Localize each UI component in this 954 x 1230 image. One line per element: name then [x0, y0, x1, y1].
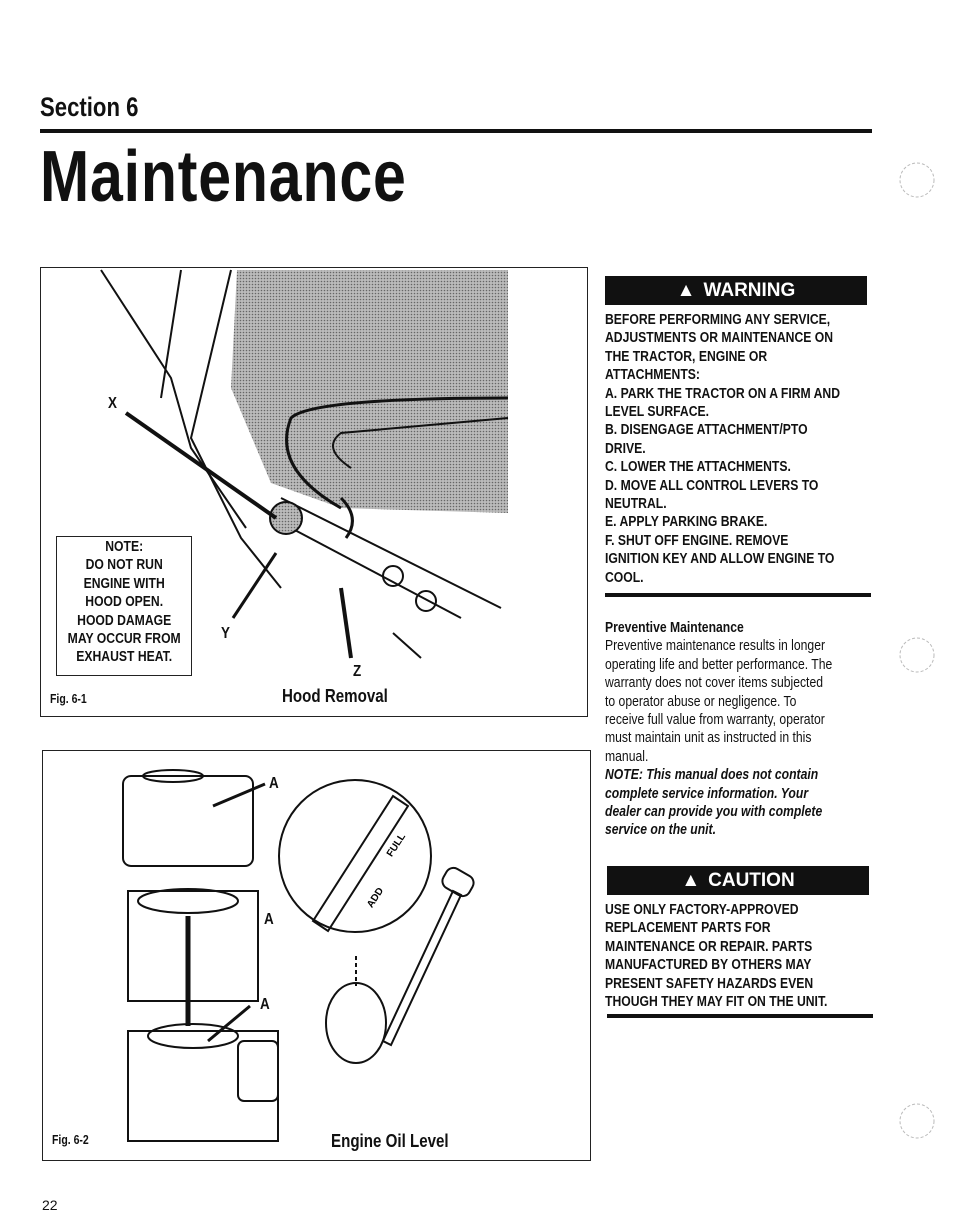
warning-line: ADJUSTMENTS OR MAINTENANCE ON	[605, 330, 834, 347]
note-line: dealer can provide you with complete	[605, 804, 823, 821]
dipstick-add-mark: ADD	[365, 885, 387, 910]
callout-a-middle: A	[264, 911, 274, 928]
preventive-heading: Preventive Maintenance	[605, 620, 744, 636]
callout-x: X	[108, 395, 117, 412]
warning-line: F. SHUT OFF ENGINE. REMOVE	[605, 532, 789, 549]
note-line: HOOD OPEN.	[85, 594, 164, 611]
body-line: receive full value from warranty, operator	[605, 712, 825, 729]
figure-label: Fig. 6-2	[52, 1133, 89, 1147]
caution-triangle-icon: ▲	[681, 870, 701, 891]
dipstick-full-mark: FULL	[384, 831, 409, 860]
caution-banner	[607, 866, 869, 895]
warning-heading: WARNING	[703, 280, 796, 301]
caution-heading: CAUTION	[708, 870, 795, 891]
body-line: Preventive maintenance results in longer	[605, 638, 826, 655]
warning-line: LEVEL SURFACE.	[605, 404, 710, 421]
callout-a-bottom: A	[260, 996, 270, 1013]
note-line: DO NOT RUN	[85, 557, 163, 574]
figure-caption: Hood Removal	[282, 686, 388, 706]
hood-note-box	[56, 536, 192, 676]
warning-line: DRIVE.	[605, 440, 646, 457]
caution-line: PRESENT SAFETY HAZARDS EVEN	[605, 975, 814, 992]
page-number: 22	[42, 1197, 58, 1213]
body-line: warranty does not cover items subjected	[605, 675, 823, 692]
warning-line: E. APPLY PARKING BRAKE.	[605, 514, 768, 531]
warning-line: B. DISENGAGE ATTACHMENT/PTO	[605, 422, 808, 439]
caution-line: REPLACEMENT PARTS FOR	[605, 920, 771, 937]
warning-line: C. LOWER THE ATTACHMENTS.	[605, 459, 791, 476]
warning-line: IGNITION KEY AND ALLOW ENGINE TO	[605, 551, 835, 568]
note-line: NOTE: This manual does not contain	[605, 767, 819, 784]
warning-line: ATTACHMENTS:	[605, 367, 700, 384]
warning-rule	[605, 593, 871, 597]
page-title: Maintenance	[40, 137, 407, 217]
caution-line: MANUFACTURED BY OTHERS MAY	[605, 957, 812, 974]
binder-holes	[895, 158, 945, 1158]
header-rule	[40, 129, 872, 133]
note-line: MAY OCCUR FROM	[67, 631, 181, 648]
caution-rule	[607, 1014, 873, 1018]
callout-z: Z	[353, 663, 362, 680]
caution-text	[605, 901, 874, 1011]
caution-line: MAINTENANCE OR REPAIR. PARTS	[605, 938, 813, 955]
hood-note-text	[57, 538, 191, 667]
body-line: to operator abuse or negligence. To	[605, 693, 797, 710]
caution-line: USE ONLY FACTORY-APPROVED	[605, 902, 799, 918]
warning-banner	[605, 276, 867, 305]
note-line: service on the unit.	[605, 822, 717, 839]
warning-line: COOL.	[605, 569, 644, 586]
callout-y: Y	[221, 625, 230, 642]
callout-a-top: A	[269, 775, 279, 792]
warning-line: NEUTRAL.	[605, 496, 667, 513]
section-label: Section 6	[40, 92, 139, 122]
note-line: NOTE:	[105, 539, 144, 555]
body-line: operating life and better performance. The	[605, 656, 833, 673]
warning-line: D. MOVE ALL CONTROL LEVERS TO	[605, 477, 819, 494]
caution-line: THOUGH THEY MAY FIT ON THE UNIT.	[605, 994, 828, 1011]
preventive-maintenance	[605, 619, 874, 840]
figure-caption: Engine Oil Level	[331, 1131, 449, 1151]
warning-triangle-icon: ▲	[676, 280, 696, 301]
note-line: HOOD DAMAGE	[77, 612, 172, 629]
figure-label: Fig. 6-1	[50, 692, 87, 706]
body-line: must maintain unit as instructed in this	[605, 730, 812, 747]
warning-line: THE TRACTOR, ENGINE OR	[605, 348, 768, 365]
figure-engine-oil-level	[42, 750, 591, 1161]
note-line: EXHAUST HEAT.	[76, 649, 173, 666]
engine-oil-illustration	[43, 751, 590, 1160]
note-line: ENGINE WITH	[83, 575, 165, 592]
warning-line: BEFORE PERFORMING ANY SERVICE,	[605, 312, 831, 328]
note-line: complete service information. Your	[605, 785, 809, 802]
warning-text	[605, 311, 874, 587]
warning-line: A. PARK THE TRACTOR ON A FIRM AND	[605, 385, 841, 402]
body-line: manual.	[605, 748, 649, 765]
